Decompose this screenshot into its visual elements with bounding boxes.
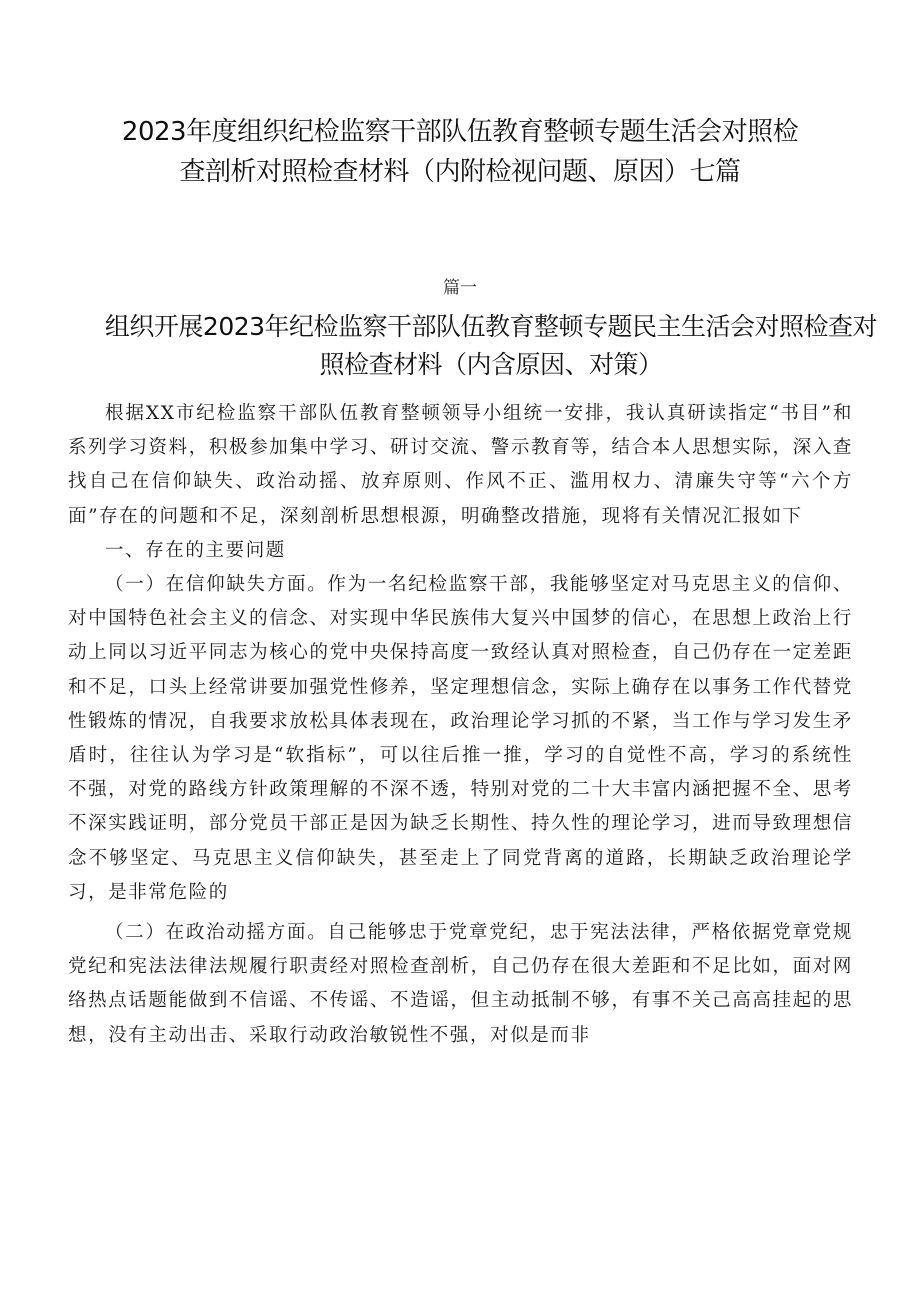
section-label: 篇一 [443,278,477,298]
section-heading-problems: 一、存在的主要问题 [105,539,286,561]
paragraph-intro: 根据XX市纪检监察干部队伍教育整顿领导小组统一安排，我认真研读指定“书目”和系列学习资料，积极参加集中学习、研讨交流、警示教育等，结合本人思想实际，深入查找自己在信仰缺失、政治动摇、放弃原则、作风不正、滥用权力、清廉失守等“六个方面”存在的问题和不足，深刻剖析思想根源，明确整改措施，现将有关情况汇报如下 [68,403,853,527]
document-title: 2023年度组织纪检监察干部队伍教育整顿专题生活会对照检查剖析对照检查材料（内附检视问题、原因）七篇 [121,117,799,187]
document-body [68,397,853,1053]
paragraph-faith: （一）在信仰缺失方面。作为一名纪检监察干部，我能够坚定对马克思主义的信仰、对中国特色社会主义的信念、对实现中华民族伟大复兴中国梦的信心，在思想上政治上行动上同以习近平同志为核心的党中央保持高度一致经认真对照检查，自己仍存在一定差距和不足，口头上经常讲要加强党性修养，坚定理想信念，实际上确存在以事务工作代替党性锻炼的情况，自我要求放松具体表现在，政治理论学习抓的不紧，当工作与学习发生矛盾时，往往认为学习是“软指标”，可以往后推一推，学习的自觉性不高，学习的系统性不强，对党的路线方针政策理解的不深不透，特别对党的二十大丰富内涵把握不全、思考不深实践证明，部分党员干部正是因为缺乏长期性、持久性的理论学习，进而导致理想信念不够坚定、马克思主义信仰缺失，甚至走上了同党背离的道路，长期缺乏政治理论学习，是非常危险的 [68,574,853,903]
section-subtitle: 组织开展2023年纪检监察干部队伍教育整顿专题民主生活会对照检查对照检查材料（内含原因、对策） [104,312,878,379]
paragraph-politics: （二）在政治动摇方面。自己能够忠于党章党纪，忠于宪法法律，严格依据党章党规党纪和宪法法律法规履行职责经对照检查剖析，自己仍存在很大差距和不足比如，面对网络热点话题能做到不信谣、不传谣、不造谣，但主动抵制不够，有事不关己高高挂起的思想，没有主动出击、采取行动政治敏锐性不强，对似是而非 [68,922,853,1046]
